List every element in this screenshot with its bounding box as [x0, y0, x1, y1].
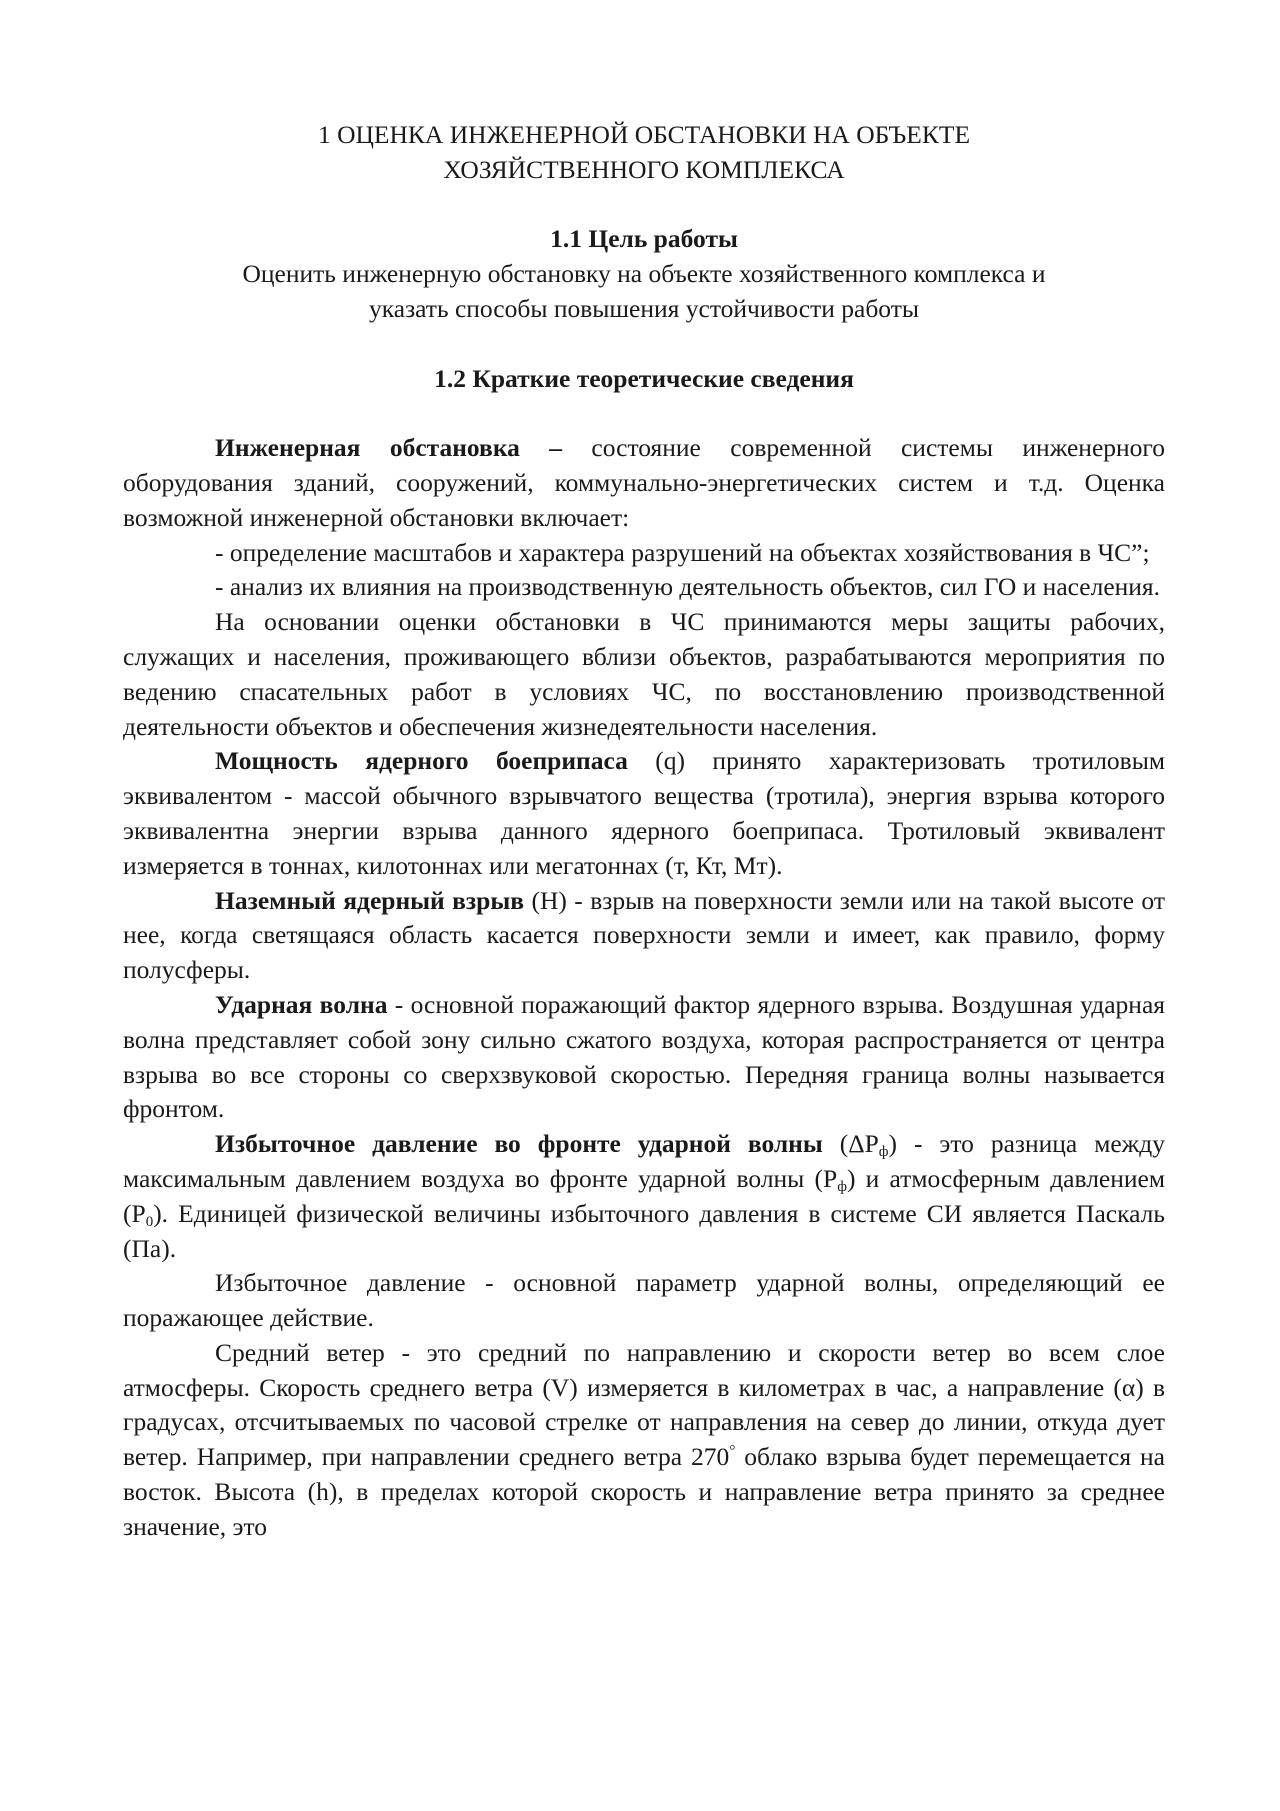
paragraph-protection-measures: На основании оценки обстановки в ЧС принимаются меры защиты рабочих, служащих и населения, проживающего вблизи объектов, разрабатываются мероприятия по ведению спасательных работ в условиях ЧС, по восстановлению производственной деятельности объектов и обеспечения жизнедеятельности населения. — [123, 607, 1165, 741]
section-theory-heading: 1.2 Краткие теоретические сведения — [434, 363, 854, 393]
term-ground-burst: Наземный ядерный взрыв — [215, 885, 525, 915]
title-line-1: 1 ОЦЕНКА ИНЖЕНЕРНОЙ ОБСТАНОВКИ НА ОБЪЕКТЕ — [317, 120, 971, 149]
document-title — [123, 118, 1165, 188]
spacer — [123, 188, 1165, 223]
paragraph-list-item-2: - анализ их влияния на производственную деятельность объектов, сил ГО и населения. — [215, 572, 1161, 602]
section-theory — [123, 362, 1165, 397]
paragraph-list-item-1: - определение масштабов и характера разрушений на объектах хозяйствования в ЧС”; — [215, 537, 1150, 567]
paragraph-shock-wave: Ударная волна - основной поражающий фактор ядерного взрыва. Воздушная ударная волна представляет собой зону сильно сжатого воздуха, которая распространяется от центра взрыва во все стороны со сверхзвуковой скоростью. Передняя граница волны называется фронтом. — [123, 989, 1165, 1124]
paragraph-yield: Мощность ядерного боеприпаса (q) принято характеризовать тротиловым эквивалентом - массой обычного взрывчатого вещества (тротила), энергия взрыва которого эквивалентна энергии взрыва данного ядерного боеприпаса. Тротиловый эквивалент измеряется в тоннах, килотоннах или мегатоннах (т, Кт, Мт). — [123, 746, 1165, 880]
section-goal-heading: 1.1 Цель работы — [550, 224, 738, 254]
paragraph-engineering-situation: Инженерная обстановка – состояние современной системы инженерного оборудования зданий, сооружений, коммунально-энергетических систем и т.д. Оценка возможной инженерной обстановки включает: — [123, 433, 1165, 532]
term-shock-wave: Ударная волна — [215, 989, 388, 1019]
theory-body — [123, 431, 1165, 1545]
term-engineering-situation: Инженерная обстановка – — [215, 433, 563, 463]
section-goal — [123, 222, 1165, 326]
paragraph-overpressure-parameter: Избыточное давление - основной параметр ударной волны, определяющий ее поражающее действие. — [123, 1268, 1165, 1333]
paragraph-mean-wind: Средний ветер - это средний по направлению и скорости ветер во всем слое атмосферы. Скорость среднего ветра (V) измеряется в километрах в час, а направление (α) в градусах, отсчитываемых по часовой стрелке от направления на север до линии, откуда дует ветер. Например, при направлении среднего ветра 270° облако взрыва будет перемещается на восток. Высота (h), в пределах которой скорость и направление ветра принято за среднее значение, это — [123, 1337, 1166, 1541]
document-page — [123, 118, 1165, 1545]
spacer — [123, 327, 1165, 362]
term-yield: Мощность ядерного боеприпаса — [215, 746, 628, 776]
spacer — [123, 396, 1165, 431]
section-goal-line-2: указать способы повышения устойчивости работы — [369, 293, 919, 323]
section-goal-line-1: Оценить инженерную обстановку на объекте хозяйственного комплекса и — [242, 259, 1046, 289]
title-line-2: ХОЗЯЙСТВЕННОГО КОМПЛЕКСА — [443, 154, 845, 184]
section-goal-text — [123, 257, 1165, 327]
term-overpressure: Избыточное давление во фронте ударной волны — [215, 1129, 823, 1159]
paragraph-overpressure: Избыточное давление во фронте ударной волны $(\Delta Р_ф)$ - это разница между максимальным давлением воздуха во фронте ударной волны $(Р_ф)$ и атмосферным давлением $(Р_0)$. Единицей физической величины избыточного давления в системе СИ является Паскаль (Па). — [123, 1129, 1165, 1263]
paragraph-ground-burst: Наземный ядерный взрыв (Н) - взрыв на поверхности земли или на такой высоте от нее, когда светящаяся область касается поверхности земли и имеет, как правило, форму полусферы. — [123, 885, 1165, 985]
